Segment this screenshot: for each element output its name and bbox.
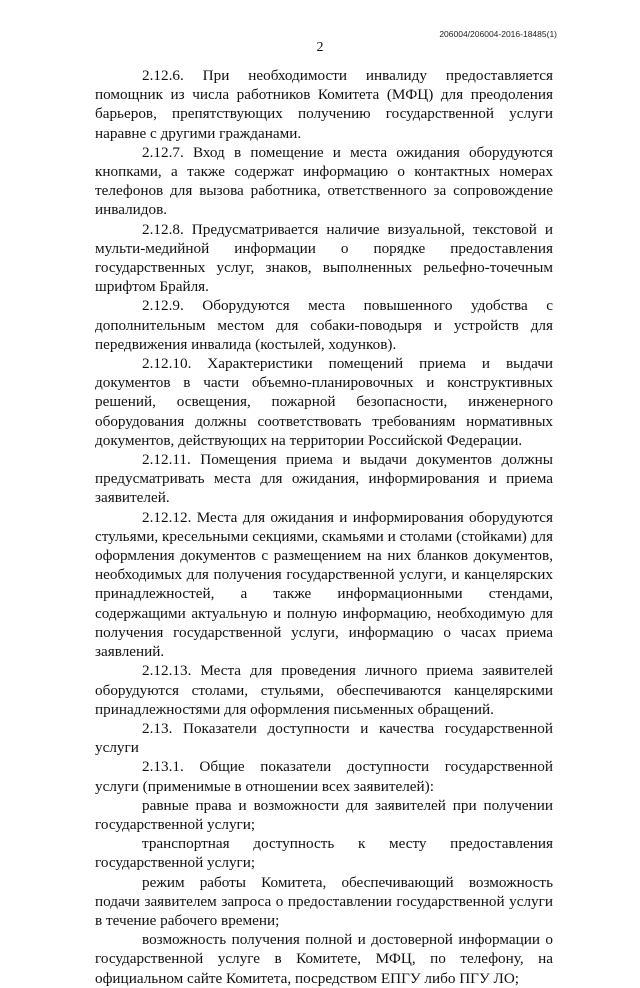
document-body [95,66,553,988]
section-heading-2-13: 2.13. Показатели доступности и качества государственной услуги [95,719,553,757]
paragraph-2-12-8: 2.12.8. Предусматривается наличие визуальной, текстовой и мульти-медийной информации о порядке предоставления государственных услуг, знаков, выполненных рельефно-точечным шрифтом Брайля. [95,220,553,296]
list-item: режим работы Комитета, обеспечивающий возможность подачи заявителем запроса о предоставлении государственной услуги в течение рабочего времени; [95,873,553,929]
page-number: 2 [316,40,324,55]
paragraph-2-12-10: 2.12.10. Характеристики помещений приема и выдачи документов в части объемно-планировочных и конструктивных решений, освещения, пожарной безопасности, инженерного оборудования должны соответствовать требованиям нормативных документов, действующих на территории Российской Федерации. [95,355,553,449]
paragraph-2-12-7: 2.12.7. Вход в помещение и места ожидания оборудуются кнопками, а также содержат информацию о контактных номерах телефонов для вызова работника, ответственного за сопровождение инвалидов. [95,143,553,219]
paragraph-2-12-13: 2.12.13. Места для проведения личного приема заявителей оборудуются столами, стульями, обеспечиваются канцелярскими принадлежностями для оформления письменных обращений. [95,662,553,718]
paragraph-2-12-9: 2.12.9. Оборудуются места повышенного удобства с дополнительным местом для собаки-поводыря и устройств для передвижения инвалида (костылей, ходунков). [95,297,553,353]
list-item: транспортная доступность к месту предоставления государственной услуги; [95,835,553,872]
paragraph-2-12-11: 2.12.11. Помещения приема и выдачи документов должны предусматривать места для ожидания, информирования и приема заявителей. [95,451,553,507]
list-item: равные права и возможности для заявителей при получении государственной услуги; [95,796,553,833]
paragraph-2-12-12: 2.12.12. Места для ожидания и информирования оборудуются стульями, кресельными секциями, скамьями и столами (стойками) для оформления документов с размещением на них бланков документов, необходимых для получения государственной услуги, и канцелярских принадлежностей, а также информационными стендами, содержащими актуальную и полную информацию, необходимую для получения государственной услуги, информацию о часах приема заявлений. [95,508,553,661]
list-item: возможность получения полной и достоверной информации о государственной услуге в Комитете, МФЦ, по телефону, на официальном сайте Комитета, посредством ЕПГУ либо ПГУ ЛО; [95,931,553,987]
paragraph-2-13-1: 2.13.1. Общие показатели доступности государственной услуги (применимые в отношении всех заявителей): [95,758,553,795]
document-code: 206004/206004-2016-18485(1) [439,29,557,39]
paragraph-2-12-6: 2.12.6. При необходимости инвалиду предоставляется помощник из числа работников Комитета (МФЦ) для преодоления барьеров, препятствующих получению государственной услуги наравне с другими гражданами. [95,67,553,142]
